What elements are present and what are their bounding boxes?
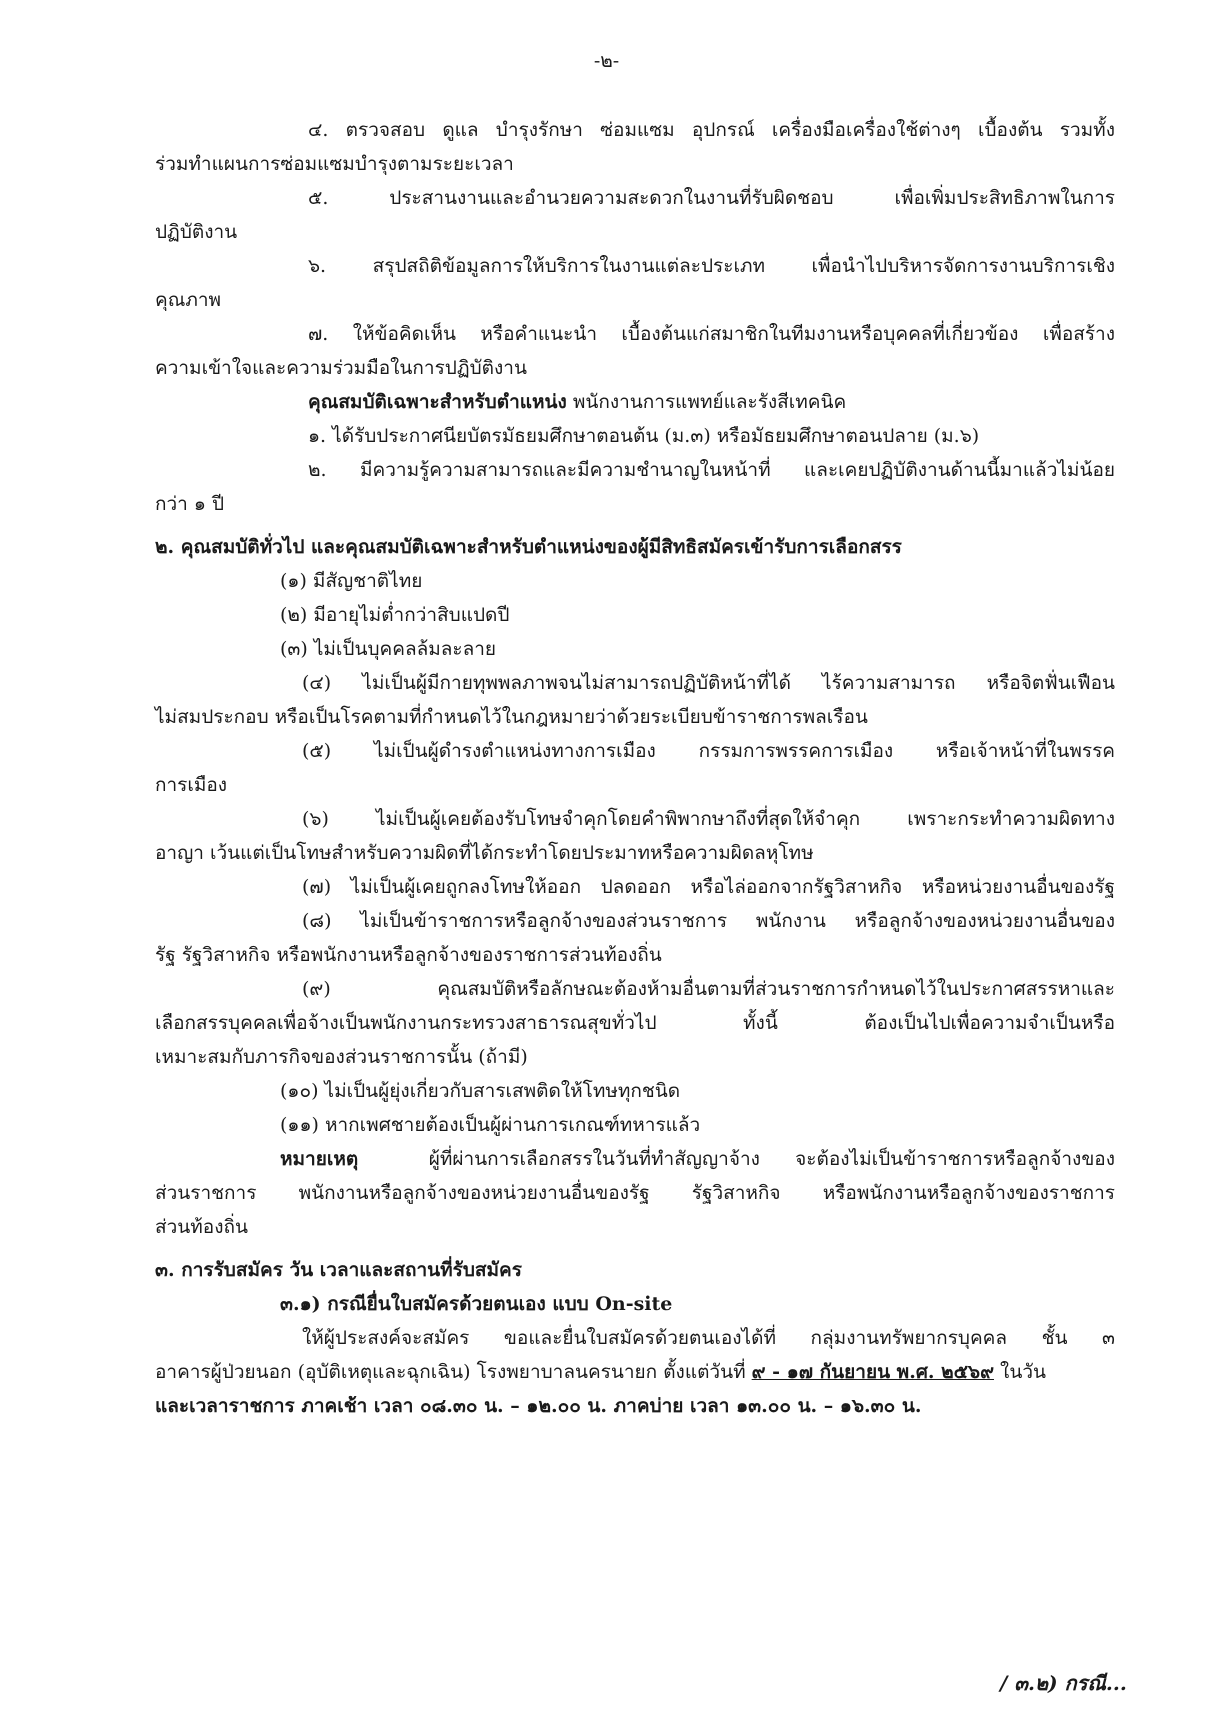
general-qual-3: (๓) ไม่เป็นบุคคลล้มละลาย bbox=[280, 638, 497, 660]
general-qual-6-cont: อาญา เว้นแต่เป็นโทษสำหรับความผิดที่ได้กระทำโดยประมาทหรือความผิดลหุโทษ bbox=[155, 842, 814, 864]
position-name: พนักงานการแพทย์และรังสีเทคนิค bbox=[572, 391, 847, 413]
remark-cont-2: ส่วนท้องถิ่น bbox=[155, 1216, 248, 1238]
general-qual-10: (๑๐) ไม่เป็นผู้ยุ่งเกี่ยวกับสารเสพติดให้โทษทุกชนิด bbox=[280, 1080, 681, 1102]
general-qual-6: (๖) ไม่เป็นผู้เคยต้องรับโทษจำคุกโดยคำพิพากษาถึงที่สุดให้จำคุก เพราะกระทำความผิดทาง bbox=[302, 808, 1115, 830]
general-qual-11: (๑๑) หากเพศชายต้องเป็นผู้ผ่านการเกณฑ์ทหารแล้ว bbox=[280, 1114, 701, 1136]
spec-qual-2-cont: กว่า ๑ ปี bbox=[155, 493, 225, 515]
application-text-2-start: อาคารผู้ป่วยนอก (อุบัติเหตุและฉุกเฉิน) โรงพยาบาลนครนายก ตั้งแต่วันที่ bbox=[155, 1361, 746, 1383]
general-qual-9-cont-1: เลือกสรรบุคคลเพื่อจ้างเป็นพนักงานกระทรวงสาธารณสุขทั่วไป ทั้งนี้ ต้องเป็นไปเพื่อความจำเป็นหรือ bbox=[155, 1012, 1115, 1034]
remark-label: หมายเหตุ bbox=[280, 1148, 359, 1170]
continuation-footer: / ๓.๒) กรณี... bbox=[1000, 1671, 1127, 1695]
general-qual-4: (๔) ไม่เป็นผู้มีกายทุพพลภาพจนไม่สามารถปฏิบัติหน้าที่ได้ ไร้ความสามารถ หรือจิตฟั่นเฟือน bbox=[302, 672, 1115, 694]
duty-item-6: ๖. สรุปสถิติข้อมูลการให้บริการในงานแต่ละประเภท เพื่อนำไปบริหารจัดการงานบริการเชิง bbox=[308, 255, 1115, 277]
general-qual-4-cont: ไม่สมประกอบ หรือเป็นโรคตามที่กำหนดไว้ในกฎหมายว่าด้วยระเบียบข้าราชการพลเรือน bbox=[155, 706, 868, 728]
remark-text: ผู้ที่ผ่านการเลือกสรรในวันที่ทำสัญญาจ้าง จะต้องไม่เป็นข้าราชการหรือลูกจ้างของ bbox=[428, 1148, 1115, 1170]
duty-item-4: ๔. ตรวจสอบ ดูแล บำรุงรักษา ซ่อมแซม อุปกรณ์ เครื่องมือเครื่องใช้ต่างๆ เบื้องต้น รวมทั้ง bbox=[308, 119, 1115, 141]
duty-item-6-cont: คุณภาพ bbox=[155, 289, 222, 311]
page-number: -๒- bbox=[593, 50, 620, 72]
duty-item-5: ๕. ประสานงานและอำนวยความสะดวกในงานที่รับผิดชอบ เพื่อเพิ่มประสิทธิภาพในการ bbox=[308, 187, 1115, 209]
subsection-3-1-heading: ๓.๑) กรณียื่นใบสมัครด้วยตนเอง แบบ On-site bbox=[280, 1293, 673, 1315]
spec-qual-1: ๑. ได้รับประกาศนียบัตรมัธยมศึกษาตอนต้น (ม.๓) หรือมัธยมศึกษาตอนปลาย (ม.๖) bbox=[308, 425, 980, 447]
section-3-heading: ๓. การรับสมัคร วัน เวลาและสถานที่รับสมัคร bbox=[155, 1259, 522, 1281]
specific-qualification-label: คุณสมบัติเฉพาะสำหรับตำแหน่ง bbox=[308, 391, 567, 413]
application-text-1: ให้ผู้ประสงค์จะสมัคร ขอและยื่นใบสมัครด้วยตนเองได้ที่ กลุ่มงานทรัพยากรบุคคล ชั้น ๓ bbox=[302, 1327, 1115, 1349]
application-text-2-end: ในวัน bbox=[1000, 1361, 1046, 1383]
general-qual-7: (๗) ไม่เป็นผู้เคยถูกลงโทษให้ออก ปลดออก หรือไล่ออกจากรัฐวิสาหกิจ หรือหน่วยงานอื่นของรัฐ bbox=[302, 876, 1115, 898]
specific-qualification-heading bbox=[308, 387, 1115, 417]
application-dates: ๙ - ๑๗ กันยายน พ.ศ. ๒๕๖๙ bbox=[751, 1361, 994, 1383]
spec-qual-2: ๒. มีความรู้ความสามารถและมีความชำนาญในหน้าที่ และเคยปฏิบัติงานด้านนี้มาแล้วไม่น้อย bbox=[308, 459, 1115, 481]
application-text-2 bbox=[155, 1357, 1115, 1387]
duty-item-7: ๗. ให้ข้อคิดเห็น หรือคำแนะนำ เบื้องต้นแก่สมาชิกในทีมงานหรือบุคคลที่เกี่ยวข้อง เพื่อสร้าง bbox=[308, 323, 1115, 345]
general-qual-1: (๑) มีสัญชาติไทย bbox=[280, 570, 423, 592]
general-qual-9-cont-2: เหมาะสมกับภารกิจของส่วนราชการนั้น (ถ้ามี) bbox=[155, 1046, 528, 1068]
general-qual-5: (๕) ไม่เป็นผู้ดำรงตำแหน่งทางการเมือง กรรมการพรรคการเมือง หรือเจ้าหน้าที่ในพรรค bbox=[302, 740, 1115, 762]
general-qual-8-cont: รัฐ รัฐวิสาหกิจ หรือพนักงานหรือลูกจ้างของราชการส่วนท้องถิ่น bbox=[155, 944, 662, 966]
duty-item-4-cont: ร่วมทำแผนการซ่อมแซมบำรุงตามระยะเวลา bbox=[155, 153, 514, 175]
general-qual-8: (๘) ไม่เป็นข้าราชการหรือลูกจ้างของส่วนราชการ พนักงาน หรือลูกจ้างของหน่วยงานอื่นของ bbox=[302, 910, 1115, 932]
remark-line bbox=[280, 1144, 1115, 1174]
general-qual-9: (๙) คุณสมบัติหรือลักษณะต้องห้ามอื่นตามที่ส่วนราชการกำหนดไว้ในประกาศสรรหาและ bbox=[302, 978, 1115, 1000]
duty-item-5-cont: ปฏิบัติงาน bbox=[155, 221, 238, 243]
duty-item-7-cont: ความเข้าใจและความร่วมมือในการปฏิบัติงาน bbox=[155, 357, 527, 379]
general-qual-2: (๒) มีอายุไม่ต่ำกว่าสิบแปดปี bbox=[280, 604, 510, 626]
section-2-heading: ๒. คุณสมบัติทั่วไป และคุณสมบัติเฉพาะสำหรับตำแหน่งของผู้มีสิทธิสมัครเข้ารับการเลือกสรร bbox=[155, 536, 902, 558]
office-hours: และเวลาราชการ ภาคเช้า เวลา ๐๘.๓๐ น. – ๑๒.๐๐ น. ภาคบ่าย เวลา ๑๓.๐๐ น. – ๑๖.๓๐ น. bbox=[155, 1395, 922, 1417]
general-qual-5-cont: การเมือง bbox=[155, 774, 228, 796]
remark-cont-1: ส่วนราชการ พนักงานหรือลูกจ้างของหน่วยงานอื่นของรัฐ รัฐวิสาหกิจ หรือพนักงานหรือลูกจ้างของราชการ bbox=[155, 1182, 1115, 1204]
